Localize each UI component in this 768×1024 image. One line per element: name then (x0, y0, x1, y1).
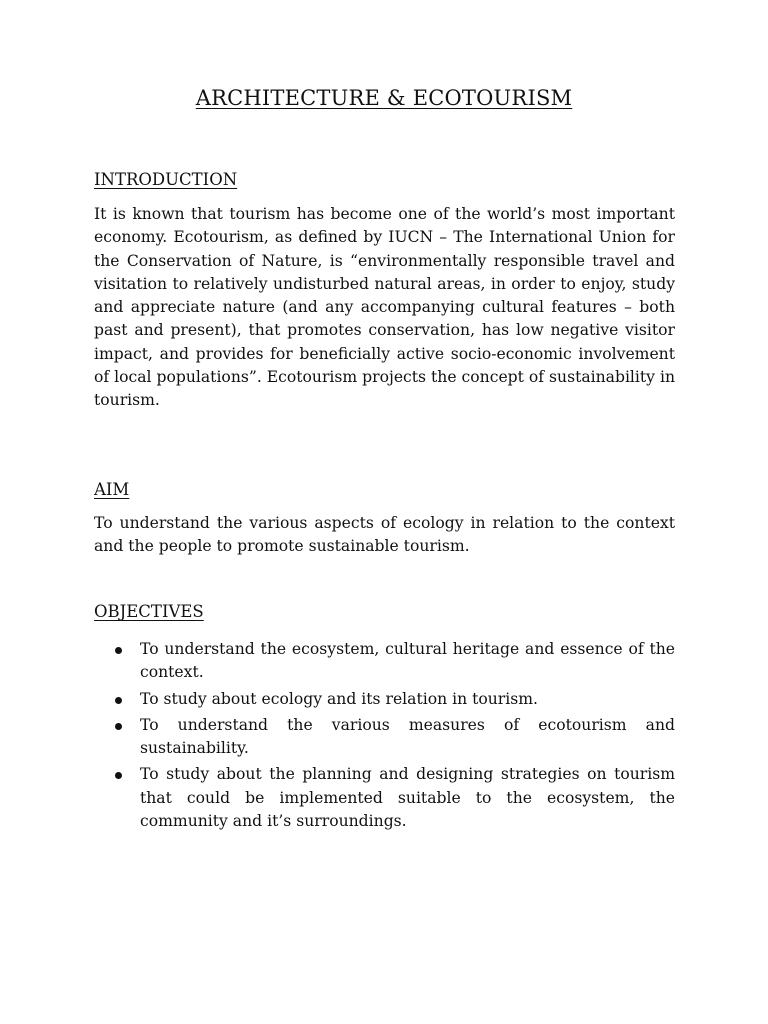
bullet-icon (115, 723, 122, 730)
introduction-paragraph: It is known that tourism has become one of the world’s most important economy. Ecotourism, as defined by IUCN – The International Union for the Conservation of Nature, is “environmentally responsible travel and visitation to relatively undisturbed natural areas, in order to enjoy, study and appreciate nature (and any accompanying cultural features – both past and present), that promotes conservation, has low negative visitor impact, and provides for beneficially active socio-economic involvement of local populations”. Ecotourism projects the concept of sustainability in tourism. (94, 205, 675, 410)
page-title: ARCHITECTURE & ECOTOURISM (195, 86, 573, 110)
objectives-heading: OBJECTIVES (94, 602, 204, 621)
objective-text: To understand the ecosystem, cultural heritage and essence of the context. (140, 640, 675, 682)
objective-text: To study about ecology and its relation in tourism. (140, 689, 538, 708)
list-item (94, 763, 675, 833)
introduction-heading: INTRODUCTION (94, 170, 238, 189)
objective-text: To understand the various measures of ecotourism and sustainability. (140, 715, 675, 758)
objective-text: To study about the planning and designing strategies on tourism that could be implemented suitable to the ecosystem, the community and it’s surroundings. (140, 765, 675, 831)
list-item (94, 638, 675, 685)
bullet-icon (115, 772, 122, 779)
objectives-list (94, 638, 675, 836)
aim-paragraph: To understand the various aspects of ecology in relation to the context and the people to promote sustainable tourism. (94, 514, 675, 556)
aim-heading: AIM (94, 480, 130, 499)
bullet-icon (115, 647, 122, 654)
list-item (94, 714, 675, 761)
list-item (94, 688, 675, 711)
bullet-icon (115, 697, 122, 704)
